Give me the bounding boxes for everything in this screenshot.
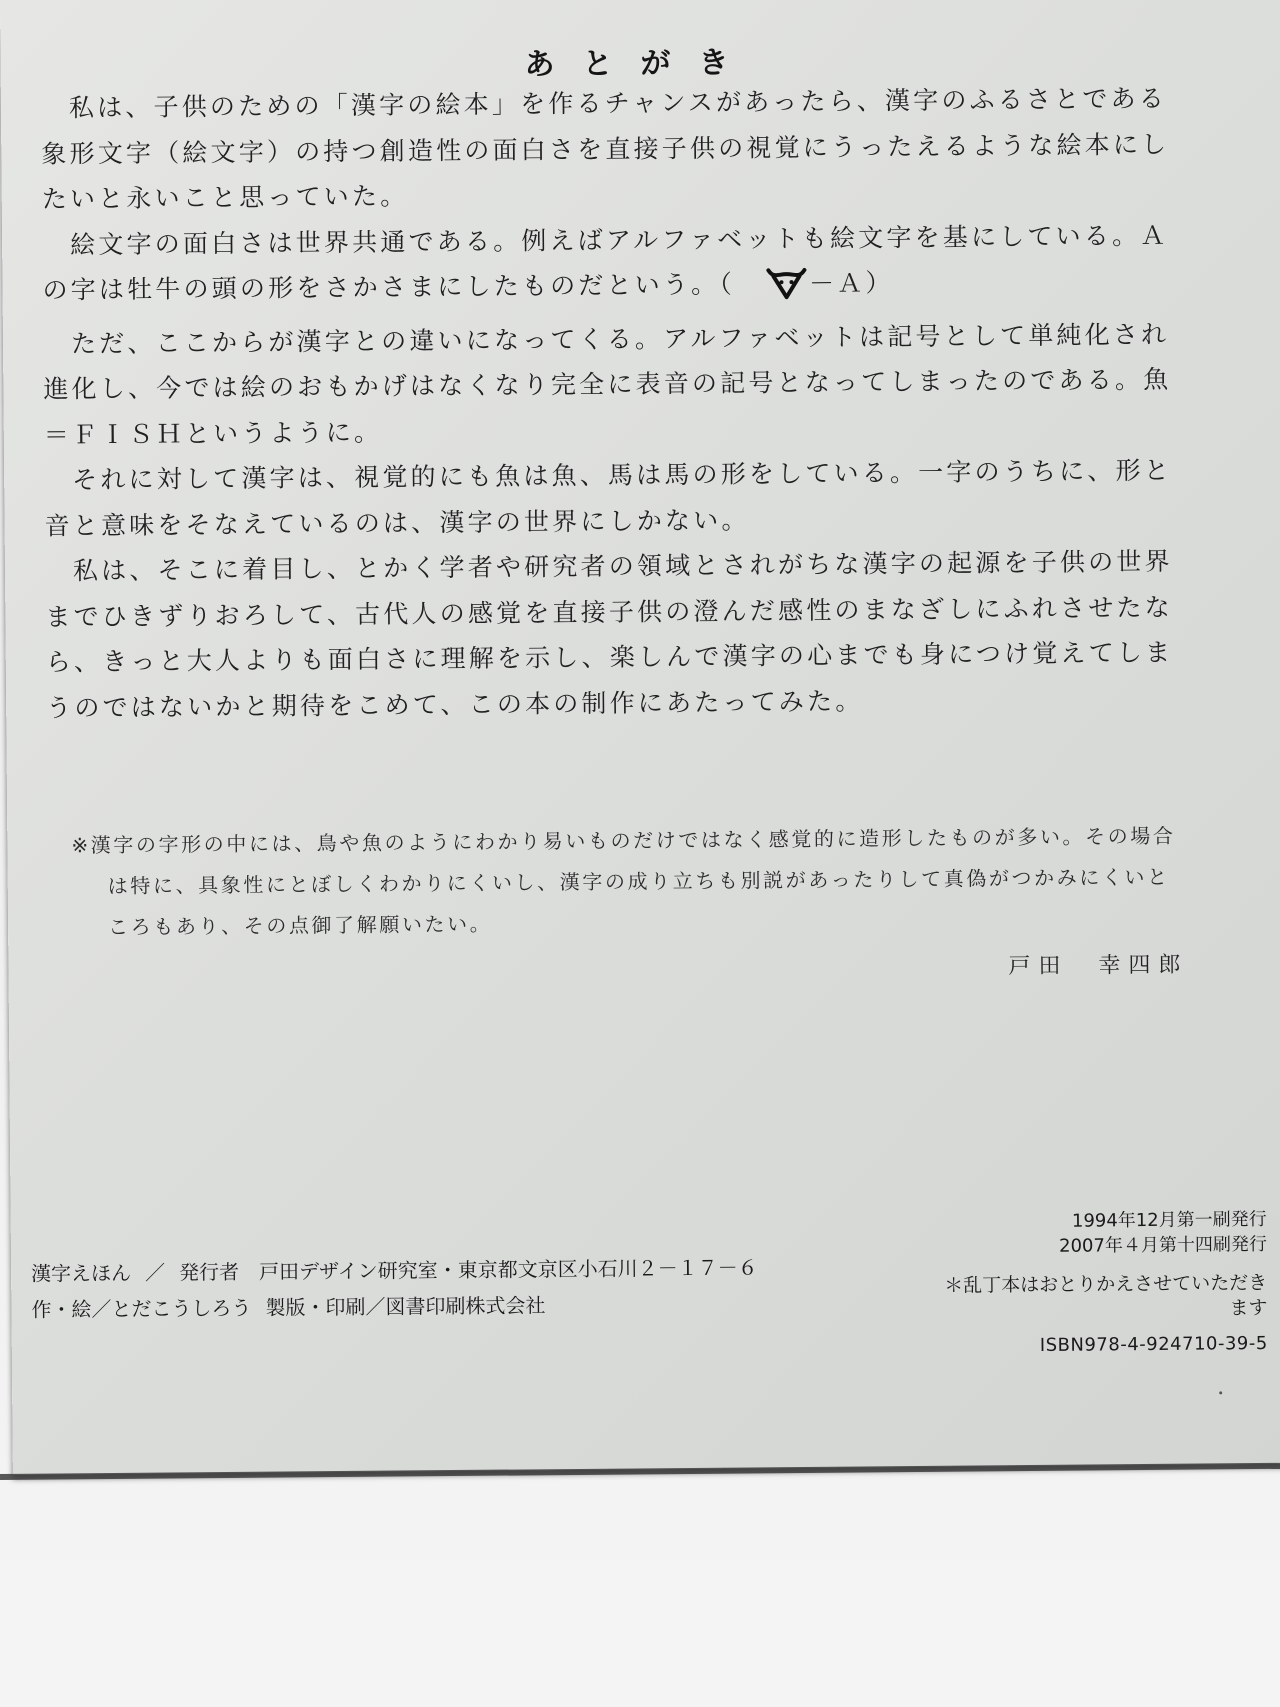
paragraph-2-text: 絵文字の面白さは世界共通である。例えばアルファベットも絵文字を基にしている。Ａの字は牡牛の頭の形をさかさまにしたものだという。（: [42, 220, 1169, 305]
latest-edition-date: 2007年４月第十四刷発行: [1059, 1233, 1267, 1257]
paragraph-2: [42, 212, 1193, 321]
first-edition-date: 1994年12月第一刷発行: [1071, 1208, 1267, 1232]
creator-credit: 作・絵／とだこうしろう: [31, 1295, 252, 1322]
footnote: [71, 816, 1192, 949]
colophon-row-2: [31, 1284, 881, 1327]
publisher-info: 発行者 戸田デザイン研究室・東京都文京区小石川２－１７－６: [179, 1255, 758, 1285]
isbn: ISBN978-4-924710-39-5: [1039, 1332, 1268, 1356]
paragraph-2-suffix: －Ａ）: [808, 268, 894, 298]
printing-credit: 製版・印刷／図書印刷株式会社: [265, 1293, 546, 1320]
colophon-separator: ／: [145, 1260, 166, 1285]
colophon-left: [31, 1248, 882, 1327]
page-speck: [1219, 1391, 1222, 1394]
ox-head-glyph-icon: [737, 266, 807, 315]
author-signature: 戸田 幸四郎: [1008, 952, 1189, 980]
afterword-heading: あとがき: [524, 45, 757, 83]
colophon-right: [927, 1207, 1268, 1359]
afterword-body: [41, 76, 1197, 731]
footnote-text: ※漢字の字形の中には、鳥や魚のようにわかり易いものだけではなく感覚的に造形したものが多い。その場合は特に、具象性にとぼしくわかりにくいし、漢字の成り立ちも別説があったりして真偽がつかみにくいところもあり、その点御了解願いたい。: [71, 823, 1176, 940]
exchange-notice: ＊乱丁本はおとりかえさせていただきます: [944, 1271, 1268, 1320]
paragraph-5: 私は、そこに着目し、とかく学者や研究者の領域とされがちな漢字の起源を子供の世界までひきずりおろして、古代人の感覚を直接子供の澄んだ感性のまなざしにふれさせたなら、きっと大人よりも面白さに理解を示し、楽しんで漢字の心までも身につけ覚えてしまうのではないかと期待をこめて、この本の制作にあたってみた。: [45, 546, 1174, 723]
paragraph-3: ただ、ここからが漢字との違いになってくる。アルファベットは記号として単純化され進化し、今では絵のおもかげはなくなり完全に表音の記号となってしまったのである。魚＝ＦＩＳＨというように。: [43, 319, 1172, 450]
colophon-row-1: [31, 1248, 881, 1291]
paragraph-4: それに対して漢字は、視覚的にも魚は魚、馬は馬の形をしている。一字のうちに、形と音と意味をそなえているのは、漢字の世界にしかない。: [44, 455, 1173, 541]
book-title: 漢字えほん: [31, 1260, 132, 1286]
paragraph-1: 私は、子供のための「漢字の絵本」を作るチャンスがあったら、漢字のふるさとである象形文字（絵文字）の持つ創造性の面白さを直接子供の視覚にうったえるような絵本にしたいと永いこと思っていた。: [41, 83, 1170, 214]
